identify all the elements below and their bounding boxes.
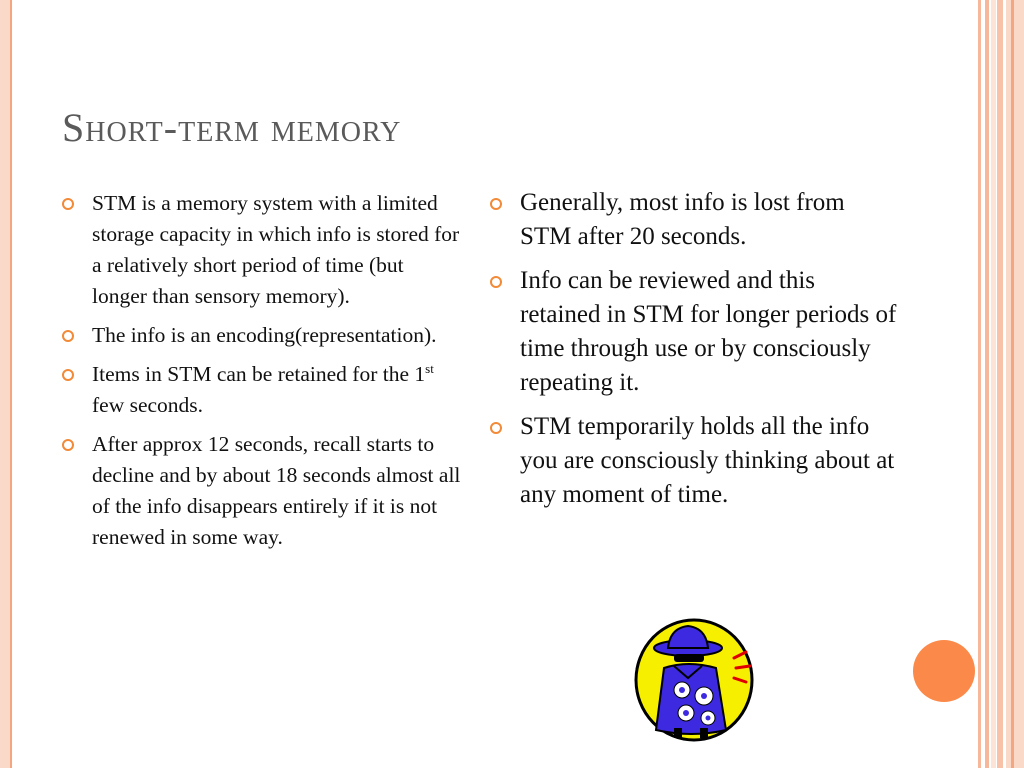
right-stripe: [1011, 0, 1014, 768]
bullet-text-start: Items in STM can be retained for the 1: [92, 362, 426, 386]
spy-with-gears-clipart-icon: [634, 618, 758, 742]
bullet-circle-icon: [62, 198, 74, 210]
list-item: [62, 320, 462, 351]
bullet-text-end: few seconds.: [92, 393, 204, 417]
right-stripe: [1006, 0, 1024, 768]
bullet-circle-icon: [490, 276, 502, 288]
bullet-circle-icon: [62, 330, 74, 342]
bullet-text: The info is an encoding(representation).: [92, 323, 437, 347]
list-item: [62, 359, 462, 421]
bullet-text: Info can be reviewed and this retained in STM for longer periods of time through use or by consciously repeating it.: [520, 267, 897, 396]
decorative-circle: [913, 640, 975, 702]
right-bullet-list: [490, 186, 900, 522]
right-stripe: [985, 0, 989, 768]
bullet-circle-icon: [490, 422, 502, 434]
left-bullet-list: [62, 188, 462, 561]
list-item: [62, 429, 462, 553]
bullet-circle-icon: [490, 198, 502, 210]
bullet-circle-icon: [62, 439, 74, 451]
list-item: [490, 264, 900, 400]
list-item: [490, 186, 900, 254]
bullet-text: STM temporarily holds all the info you are consciously thinking about at any moment of time.: [520, 413, 895, 508]
bullet-circle-icon: [62, 369, 74, 381]
bullet-text: After approx 12 seconds, recall starts to decline and by about 18 seconds almost all of the info disappears entirely if it is not renewed in some way.: [92, 432, 461, 549]
list-item: [62, 188, 462, 312]
right-stripe: [997, 0, 1003, 768]
left-border: [0, 0, 10, 768]
right-stripe: [991, 0, 996, 768]
bullet-text: Generally, most info is lost from STM after 20 seconds.: [520, 189, 845, 250]
bullet-text: STM is a memory system with a limited storage capacity in which info is stored for a relatively short period of time (but longer than sensory memory).: [92, 191, 460, 308]
bullet-superscript: st: [425, 360, 434, 376]
list-item: [490, 410, 900, 512]
slide-title: Short-term memory: [62, 105, 402, 150]
right-stripe: [978, 0, 981, 768]
left-border-line: [10, 0, 12, 768]
